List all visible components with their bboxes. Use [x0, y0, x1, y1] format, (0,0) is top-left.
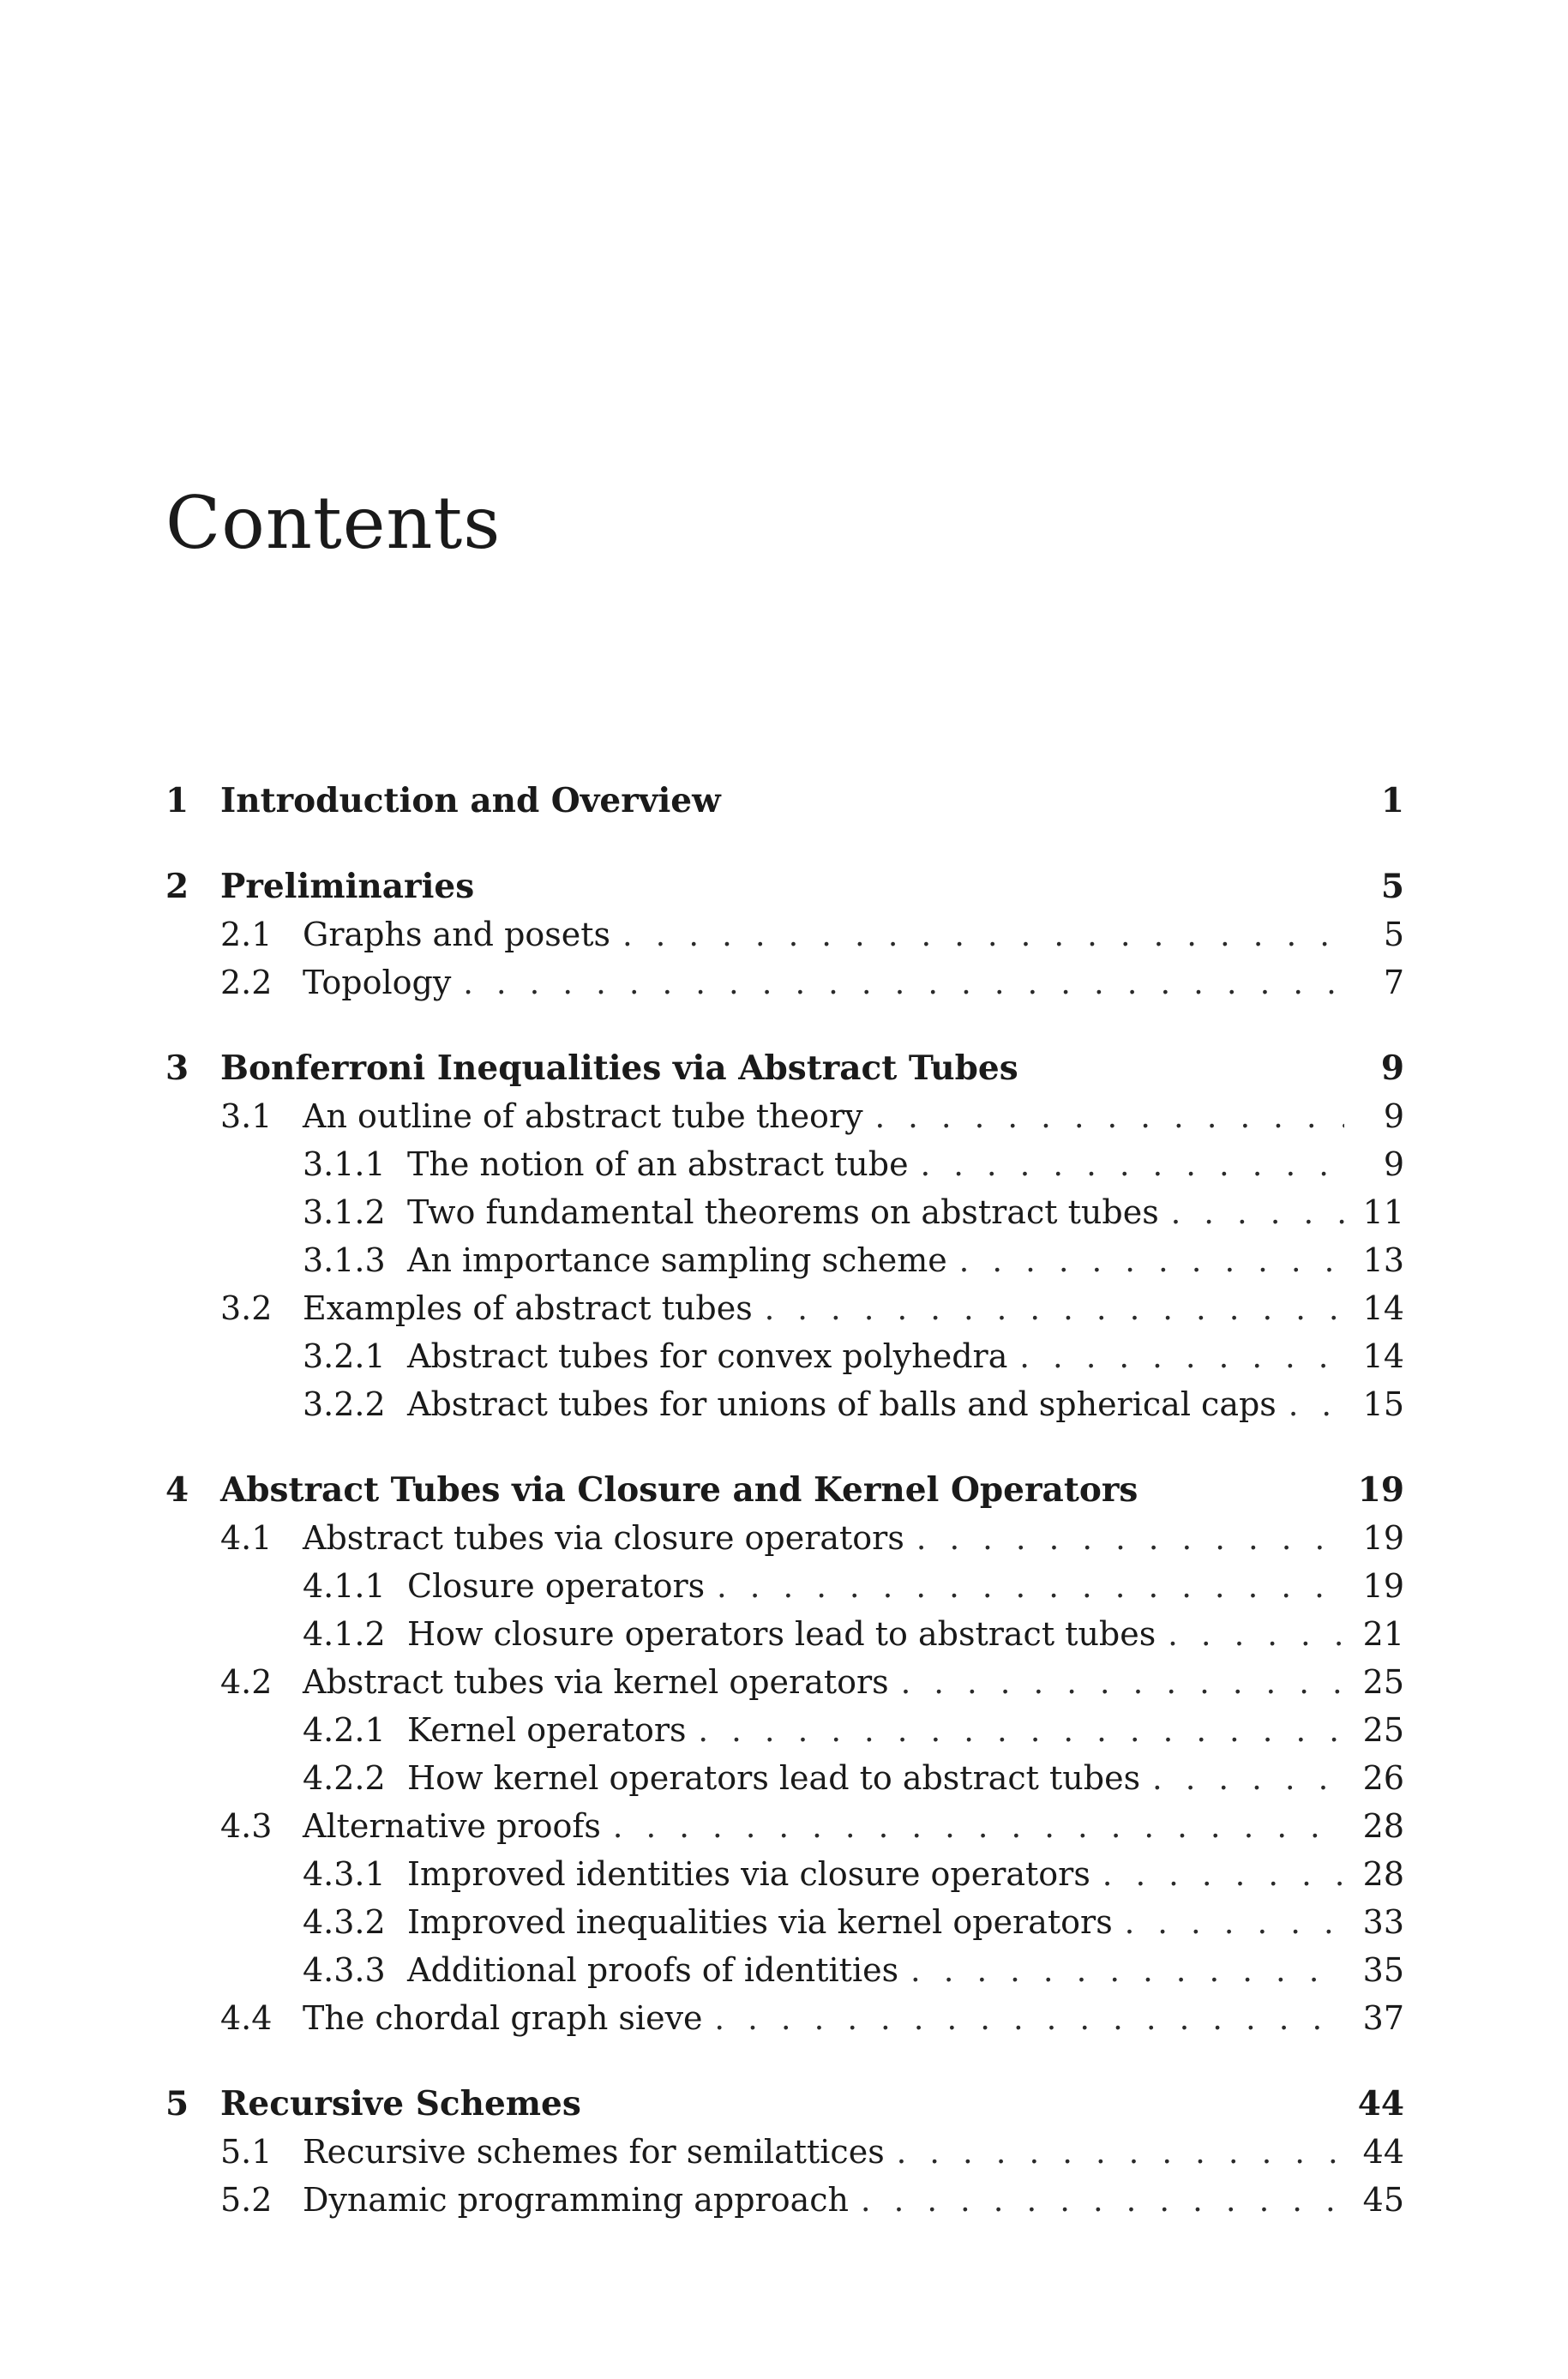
toc-chapter-entry[interactable]: [165, 1044, 1404, 1092]
toc-entry-title: Abstract Tubes via Closure and Kernel Operators: [220, 1470, 1138, 1510]
toc-entry-title: Abstract tubes via closure operators: [303, 1519, 904, 1557]
toc-entry-title: Alternative proofs: [303, 1807, 601, 1845]
toc-chapter-entry[interactable]: [165, 1466, 1404, 1514]
toc-entry-page-number: 13: [1362, 1241, 1404, 1279]
toc-entry-title: Two fundamental theorems on abstract tubes: [407, 1193, 1159, 1231]
toc-entry-page-number: 33: [1362, 1903, 1404, 1941]
toc-entry-number: 4.3.3: [303, 1951, 386, 1989]
toc-entry-page-number: 19: [1362, 1567, 1404, 1605]
toc-subsection-entry[interactable]: [165, 1946, 1404, 1994]
toc-entry-number: 2.2: [220, 964, 273, 1001]
toc-subsection-entry[interactable]: [165, 1754, 1404, 1802]
toc-chapter-entry[interactable]: [165, 862, 1404, 910]
toc-entry-page-number: 14: [1362, 1289, 1404, 1327]
toc-entry-number: 3: [165, 1048, 189, 1088]
toc-subsection-entry[interactable]: [165, 1706, 1404, 1754]
toc-entry-page-number: 25: [1362, 1663, 1404, 1701]
toc-dot-leader: [1102, 1850, 1344, 1900]
toc-entry-title: The chordal graph sieve: [303, 1999, 703, 2037]
toc-section-entry[interactable]: [165, 1284, 1404, 1332]
toc-subsection-entry[interactable]: [165, 1236, 1404, 1284]
toc-dot-leader: [861, 2176, 1344, 2226]
toc-entry-title: Recursive schemes for semilattices: [303, 2133, 885, 2171]
toc-entry-title: Improved identities via closure operators: [407, 1855, 1090, 1893]
toc-entry-number: 3.2.2: [303, 1385, 386, 1423]
toc-entry-number: 2: [165, 867, 189, 906]
toc-section-entry[interactable]: [165, 1092, 1404, 1140]
toc-entry-number: 4.1.1: [303, 1567, 386, 1605]
toc-entry-page-number: 9: [1383, 1097, 1404, 1135]
toc-entry-page-number: 44: [1362, 2133, 1404, 2171]
toc-entry-title: Topology: [303, 964, 452, 1001]
toc-entry-title: The notion of an abstract tube: [407, 1145, 909, 1183]
toc-entry-number: 5: [165, 2084, 189, 2124]
toc-subsection-entry[interactable]: [165, 1140, 1404, 1188]
toc-entry-number: 3.1.1: [303, 1145, 386, 1183]
toc-entry-number: 3.2: [220, 1289, 273, 1327]
toc-entry-number: 4.1.2: [303, 1615, 386, 1653]
toc-entry-title: Bonferroni Inequalities via Abstract Tubes: [220, 1048, 1018, 1088]
toc-entry-page-number: 14: [1362, 1337, 1404, 1375]
toc-entry-title: How kernel operators lead to abstract tubes: [407, 1759, 1141, 1797]
toc-dot-leader: [622, 910, 1344, 960]
toc-entry-number: 4.3.1: [303, 1855, 386, 1893]
toc-section-entry[interactable]: [165, 2128, 1404, 2176]
toc-dot-leader: [921, 1140, 1344, 1190]
toc-entry-number: 3.1: [220, 1097, 273, 1135]
toc-dot-leader: [875, 1092, 1344, 1142]
toc-entry-page-number: 37: [1362, 1999, 1404, 2037]
toc-entry-title: How closure operators lead to abstract tubes: [407, 1615, 1156, 1653]
toc-subsection-entry[interactable]: [165, 1898, 1404, 1946]
toc-chapter-entry[interactable]: [165, 2080, 1404, 2128]
toc-entry-number: 3.1.3: [303, 1241, 386, 1279]
toc-entry-title: Dynamic programming approach: [303, 2181, 849, 2219]
toc-entry-page-number: 7: [1383, 964, 1404, 1001]
toc-entry-number: 2.1: [220, 916, 273, 953]
toc-entry-number: 4.2.2: [303, 1759, 386, 1797]
toc-chapter-entry[interactable]: [165, 777, 1404, 825]
toc-entry-number: 4.4: [220, 1999, 273, 2037]
toc-entry-page-number: 35: [1362, 1951, 1404, 1989]
toc-entry-number: 5.1: [220, 2133, 273, 2171]
toc-entry-title: Kernel operators: [407, 1711, 687, 1749]
toc-entry-title: Closure operators: [407, 1567, 706, 1605]
toc-entry-number: 4.3.2: [303, 1903, 386, 1941]
toc-entry-title: Abstract tubes for convex polyhedra: [407, 1337, 1008, 1375]
toc-dot-leader: [1171, 1188, 1344, 1238]
toc-entry-number: 3.2.1: [303, 1337, 386, 1375]
toc-entry-page-number: 19: [1362, 1519, 1404, 1557]
toc-entry-number: 5.2: [220, 2181, 273, 2219]
toc-entry-number: 3.1.2: [303, 1193, 386, 1231]
toc-entry-title: Additional proofs of identities: [407, 1951, 899, 1989]
toc-entry-page-number: 1: [1380, 781, 1404, 820]
toc-subsection-entry[interactable]: [165, 1850, 1404, 1898]
toc-dot-leader: [916, 1514, 1344, 1564]
toc-entry-number: 4.2.1: [303, 1711, 386, 1749]
toc-entry-page-number: 15: [1362, 1385, 1404, 1423]
toc-dot-leader: [901, 1658, 1344, 1708]
toc-subsection-entry[interactable]: [165, 1610, 1404, 1658]
toc-entry-page-number: 25: [1362, 1711, 1404, 1749]
toc-entry-number: 4.1: [220, 1519, 273, 1557]
toc-dot-leader: [715, 1994, 1344, 2044]
toc-entry-page-number: 28: [1362, 1807, 1404, 1845]
toc-dot-leader: [1152, 1754, 1344, 1804]
toc-entry-page-number: 26: [1362, 1759, 1404, 1797]
table-of-contents: [165, 777, 1404, 2224]
toc-entry-title: Improved inequalities via kernel operators: [407, 1903, 1113, 1941]
toc-dot-leader: [765, 1284, 1344, 1334]
toc-subsection-entry[interactable]: [165, 1188, 1404, 1236]
toc-section-entry[interactable]: [165, 1514, 1404, 1562]
toc-dot-leader: [613, 1802, 1344, 1852]
toc-entry-page-number: 11: [1362, 1193, 1404, 1231]
toc-entry-number: 4: [165, 1470, 189, 1510]
toc-entry-title: Introduction and Overview: [220, 781, 721, 820]
toc-entry-title: An outline of abstract tube theory: [303, 1097, 863, 1135]
toc-entry-title: Recursive Schemes: [220, 2084, 581, 2124]
toc-entry-number: 4.3: [220, 1807, 273, 1845]
toc-dot-leader: [1019, 1332, 1344, 1382]
toc-dot-leader: [463, 958, 1344, 1008]
toc-dot-leader: [1125, 1898, 1344, 1948]
toc-entry-page-number: 5: [1380, 867, 1404, 906]
toc-entry-page-number: 5: [1383, 916, 1404, 953]
toc-dot-leader: [959, 1236, 1344, 1286]
toc-section-entry[interactable]: [165, 910, 1404, 958]
toc-dot-leader: [910, 1946, 1344, 1996]
toc-section-entry[interactable]: [165, 1658, 1404, 1706]
toc-entry-page-number: 45: [1362, 2181, 1404, 2219]
page-title: Contents: [165, 481, 502, 565]
toc-entry-page-number: 44: [1357, 2084, 1404, 2124]
toc-section-entry[interactable]: [165, 2176, 1404, 2224]
toc-entry-title: Abstract tubes for unions of balls and spherical caps: [407, 1385, 1277, 1423]
toc-entry-page-number: 9: [1383, 1145, 1404, 1183]
toc-entry-title: Preliminaries: [220, 867, 475, 906]
toc-entry-page-number: 19: [1357, 1470, 1404, 1510]
toc-subsection-entry[interactable]: [165, 1332, 1404, 1380]
toc-entry-page-number: 9: [1380, 1048, 1404, 1088]
toc-subsection-entry[interactable]: [165, 1562, 1404, 1610]
toc-dot-leader: [1168, 1610, 1344, 1660]
toc-section-entry[interactable]: [165, 1802, 1404, 1850]
toc-entry-number: 4.2: [220, 1663, 273, 1701]
toc-subsection-entry[interactable]: [165, 1380, 1404, 1428]
toc-entry-page-number: 28: [1362, 1855, 1404, 1893]
toc-dot-leader: [897, 2128, 1344, 2178]
toc-dot-leader: [1289, 1380, 1344, 1430]
toc-entry-number: 1: [165, 781, 189, 820]
toc-dot-leader: [699, 1706, 1344, 1756]
toc-entry-page-number: 21: [1362, 1615, 1404, 1653]
toc-entry-title: An importance sampling scheme: [407, 1241, 947, 1279]
toc-section-entry[interactable]: [165, 958, 1404, 1006]
toc-dot-leader: [717, 1562, 1344, 1612]
toc-section-entry[interactable]: [165, 1994, 1404, 2042]
toc-entry-title: Examples of abstract tubes: [303, 1289, 753, 1327]
toc-entry-title: Graphs and posets: [303, 916, 611, 953]
toc-entry-title: Abstract tubes via kernel operators: [303, 1663, 889, 1701]
